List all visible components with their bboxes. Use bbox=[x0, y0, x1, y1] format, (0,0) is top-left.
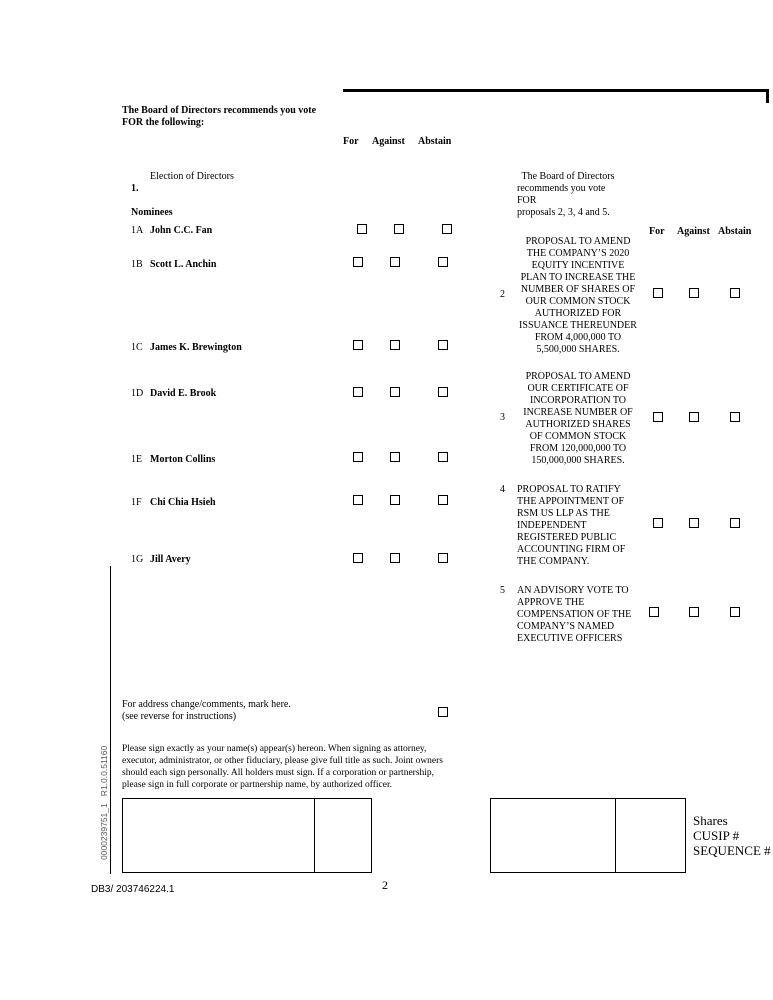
nominee-1d-against-checkbox[interactable] bbox=[390, 387, 400, 397]
signing-line1: Please sign exactly as your name(s) appear(s) hereon. When signing as attorney, bbox=[122, 744, 427, 754]
election-number: 1. bbox=[131, 183, 139, 194]
nominee-1c-abstain-checkbox[interactable] bbox=[438, 340, 448, 350]
proposal-line: ISSUANCE THEREUNDER bbox=[519, 320, 637, 331]
nominee-1a-abstain-checkbox[interactable] bbox=[442, 224, 452, 234]
nominee-1a-for-checkbox[interactable] bbox=[357, 224, 367, 234]
nominee-id: 1B bbox=[131, 259, 143, 270]
signature-box-right[interactable] bbox=[490, 798, 686, 873]
proposal-2-against-checkbox[interactable] bbox=[689, 288, 699, 298]
proposal-line: COMPENSATION OF THE bbox=[517, 609, 632, 620]
recommend-left-line1: The Board of Directors recommends you vote bbox=[122, 105, 317, 116]
nominee-name: John C.C. Fan bbox=[150, 225, 213, 236]
nominee-1e-abstain-checkbox[interactable] bbox=[438, 452, 448, 462]
recommend-right-line1: The Board of Directors bbox=[521, 171, 615, 182]
proposal-line: RSM US LLP AS THE bbox=[517, 508, 610, 519]
nominee-1e-for-checkbox[interactable] bbox=[353, 452, 363, 462]
recommend-left-line2: FOR the following: bbox=[122, 117, 205, 128]
nominee-name: Morton Collins bbox=[150, 454, 216, 465]
signing-line4: please sign in full corporate or partnership name, by authorized officer. bbox=[122, 780, 392, 790]
proposal-4-abstain-checkbox[interactable] bbox=[730, 518, 740, 528]
nominee-name: Jill Avery bbox=[150, 554, 191, 565]
signature-date-divider-left bbox=[314, 798, 315, 872]
address-change-line2: (see reverse for instructions) bbox=[122, 711, 237, 722]
nominee-id: 1D bbox=[131, 388, 144, 399]
signing-instructions bbox=[122, 743, 482, 791]
nominee-1g-against-checkbox[interactable] bbox=[390, 553, 400, 563]
proposal-line: 5,500,000 SHARES. bbox=[536, 344, 620, 355]
proposal-line: AUTHORIZED FOR bbox=[534, 308, 622, 319]
nominee-1a-against-checkbox[interactable] bbox=[394, 224, 404, 234]
nominee-1c-for-checkbox[interactable] bbox=[353, 340, 363, 350]
col-against-left: Against bbox=[372, 136, 405, 147]
nominee-name: James K. Brewington bbox=[150, 342, 242, 353]
nominees-label: Nominees bbox=[131, 207, 173, 218]
nominee-1d-for-checkbox[interactable] bbox=[353, 387, 363, 397]
proposal-line: ACCOUNTING FIRM OF bbox=[517, 544, 626, 555]
col-abstain-left: Abstain bbox=[418, 136, 452, 147]
recommend-right-line3: proposals 2, 3, 4 and 5. bbox=[517, 207, 610, 218]
nominee-id: 1G bbox=[131, 554, 144, 565]
proposal-line: PROPOSAL TO RATIFY bbox=[517, 484, 621, 495]
shares-info bbox=[693, 813, 771, 858]
proposal-line: 150,000,000 SHARES. bbox=[531, 455, 625, 466]
proposal-5-text bbox=[517, 585, 647, 645]
col-against-right: Against bbox=[677, 226, 710, 237]
proposal-4-against-checkbox[interactable] bbox=[689, 518, 699, 528]
proposal-line: REGISTERED PUBLIC bbox=[517, 532, 617, 543]
signing-line3: should each sign personally. All holders must sign. If a corporation or partnership, bbox=[122, 768, 435, 778]
proposal-line: FROM 120,000,000 TO bbox=[529, 443, 627, 454]
proposal-line: AUTHORIZED SHARES bbox=[525, 419, 631, 430]
nominee-id: 1F bbox=[131, 497, 142, 508]
proposal-line: INDEPENDENT bbox=[517, 520, 587, 531]
proposal-line: PROPOSAL TO AMEND bbox=[525, 371, 631, 382]
col-for-left: For bbox=[343, 136, 359, 147]
proposal-3-abstain-checkbox[interactable] bbox=[730, 412, 740, 422]
doc-id: DB3/ 203746224.1 bbox=[91, 884, 175, 895]
proposal-line: EQUITY INCENTIVE bbox=[531, 260, 625, 271]
shares-label: Shares bbox=[693, 813, 728, 828]
proposal-number: 5 bbox=[500, 585, 505, 596]
proposal-line: INCORPORATION TO bbox=[529, 395, 627, 406]
nominee-1f-against-checkbox[interactable] bbox=[390, 495, 400, 505]
proposal-number: 3 bbox=[500, 412, 505, 423]
proposal-line: OUR CERTIFICATE OF bbox=[527, 383, 629, 394]
proposal-line: THE COMPANY’S 2020 bbox=[526, 248, 630, 259]
proposal-3-for-checkbox[interactable] bbox=[653, 412, 663, 422]
proposal-number: 2 bbox=[500, 289, 505, 300]
signature-box-left[interactable] bbox=[122, 798, 372, 873]
left-margin-rule bbox=[110, 566, 111, 874]
proposal-3-against-checkbox[interactable] bbox=[689, 412, 699, 422]
nominee-name: Scott L. Anchin bbox=[150, 259, 217, 270]
nominee-1f-abstain-checkbox[interactable] bbox=[438, 495, 448, 505]
proposal-4-for-checkbox[interactable] bbox=[653, 518, 663, 528]
nominee-1f-for-checkbox[interactable] bbox=[353, 495, 363, 505]
proposal-line: APPROVE THE bbox=[517, 597, 585, 608]
proposal-3-text bbox=[513, 371, 643, 467]
nominee-1g-for-checkbox[interactable] bbox=[353, 553, 363, 563]
proposal-2-for-checkbox[interactable] bbox=[653, 288, 663, 298]
proposal-line: THE APPOINTMENT OF bbox=[517, 496, 625, 507]
proposal-line: OUR COMMON STOCK bbox=[525, 296, 631, 307]
col-abstain-right: Abstain bbox=[718, 226, 752, 237]
nominee-1c-against-checkbox[interactable] bbox=[390, 340, 400, 350]
proposal-line: INCREASE NUMBER OF bbox=[523, 407, 633, 418]
recommend-right bbox=[512, 171, 624, 219]
signature-date-divider-right bbox=[615, 798, 616, 872]
nominee-1g-abstain-checkbox[interactable] bbox=[438, 553, 448, 563]
proposal-number: 4 bbox=[500, 484, 505, 495]
nominee-1d-abstain-checkbox[interactable] bbox=[438, 387, 448, 397]
proposal-line: EXECUTIVE OFFICERS bbox=[517, 633, 623, 644]
proposal-line: OF COMMON STOCK bbox=[529, 431, 627, 442]
cusip-label: CUSIP # bbox=[693, 828, 740, 843]
nominee-id: 1A bbox=[131, 225, 144, 236]
proposal-5-abstain-checkbox[interactable] bbox=[730, 607, 740, 617]
proposal-line: PLAN TO INCREASE THE bbox=[520, 272, 636, 283]
recommend-right-line2: recommends you vote FOR bbox=[517, 183, 606, 206]
address-change bbox=[122, 699, 291, 723]
proposal-line: AN ADVISORY VOTE TO bbox=[517, 585, 629, 596]
sequence-label: SEQUENCE # bbox=[693, 843, 771, 858]
address-change-checkbox[interactable] bbox=[438, 707, 448, 717]
election-label: Election of Directors bbox=[150, 171, 234, 182]
nominee-name: Chi Chia Hsieh bbox=[150, 497, 216, 508]
address-change-line1: For address change/comments, mark here. bbox=[122, 699, 291, 710]
nominee-id: 1C bbox=[131, 342, 143, 353]
top-rule bbox=[343, 89, 769, 92]
nominee-1b-for-checkbox[interactable] bbox=[353, 257, 363, 267]
proposal-line: COMPANY’S NAMED bbox=[517, 621, 615, 632]
nominee-name: David E. Brook bbox=[150, 388, 217, 399]
col-for-right: For bbox=[649, 226, 665, 237]
proposal-line: FROM 4,000,000 TO bbox=[534, 332, 622, 343]
page-number: 2 bbox=[382, 878, 388, 892]
proposal-line: THE COMPANY. bbox=[517, 556, 590, 567]
nominee-1b-against-checkbox[interactable] bbox=[390, 257, 400, 267]
proposal-5-for-checkbox[interactable] bbox=[649, 607, 659, 617]
nominee-1e-against-checkbox[interactable] bbox=[390, 452, 400, 462]
proposal-line: PROPOSAL TO AMEND bbox=[525, 236, 631, 247]
signing-line2: executor, administrator, or other fiduciary, please give full title as such. Joint owners bbox=[122, 756, 444, 766]
nominee-id: 1E bbox=[131, 454, 143, 465]
proposal-4-text bbox=[517, 484, 647, 568]
top-rule-corner bbox=[766, 89, 769, 103]
proposal-line: NUMBER OF SHARES OF bbox=[520, 284, 636, 295]
nominee-1b-abstain-checkbox[interactable] bbox=[438, 257, 448, 267]
proposal-2-abstain-checkbox[interactable] bbox=[730, 288, 740, 298]
vertical-code: 0000239751_1 R1.0.0.51160 bbox=[99, 745, 109, 860]
recommend-left bbox=[122, 105, 316, 129]
proposal-5-against-checkbox[interactable] bbox=[689, 607, 699, 617]
proposal-2-text bbox=[513, 236, 643, 356]
